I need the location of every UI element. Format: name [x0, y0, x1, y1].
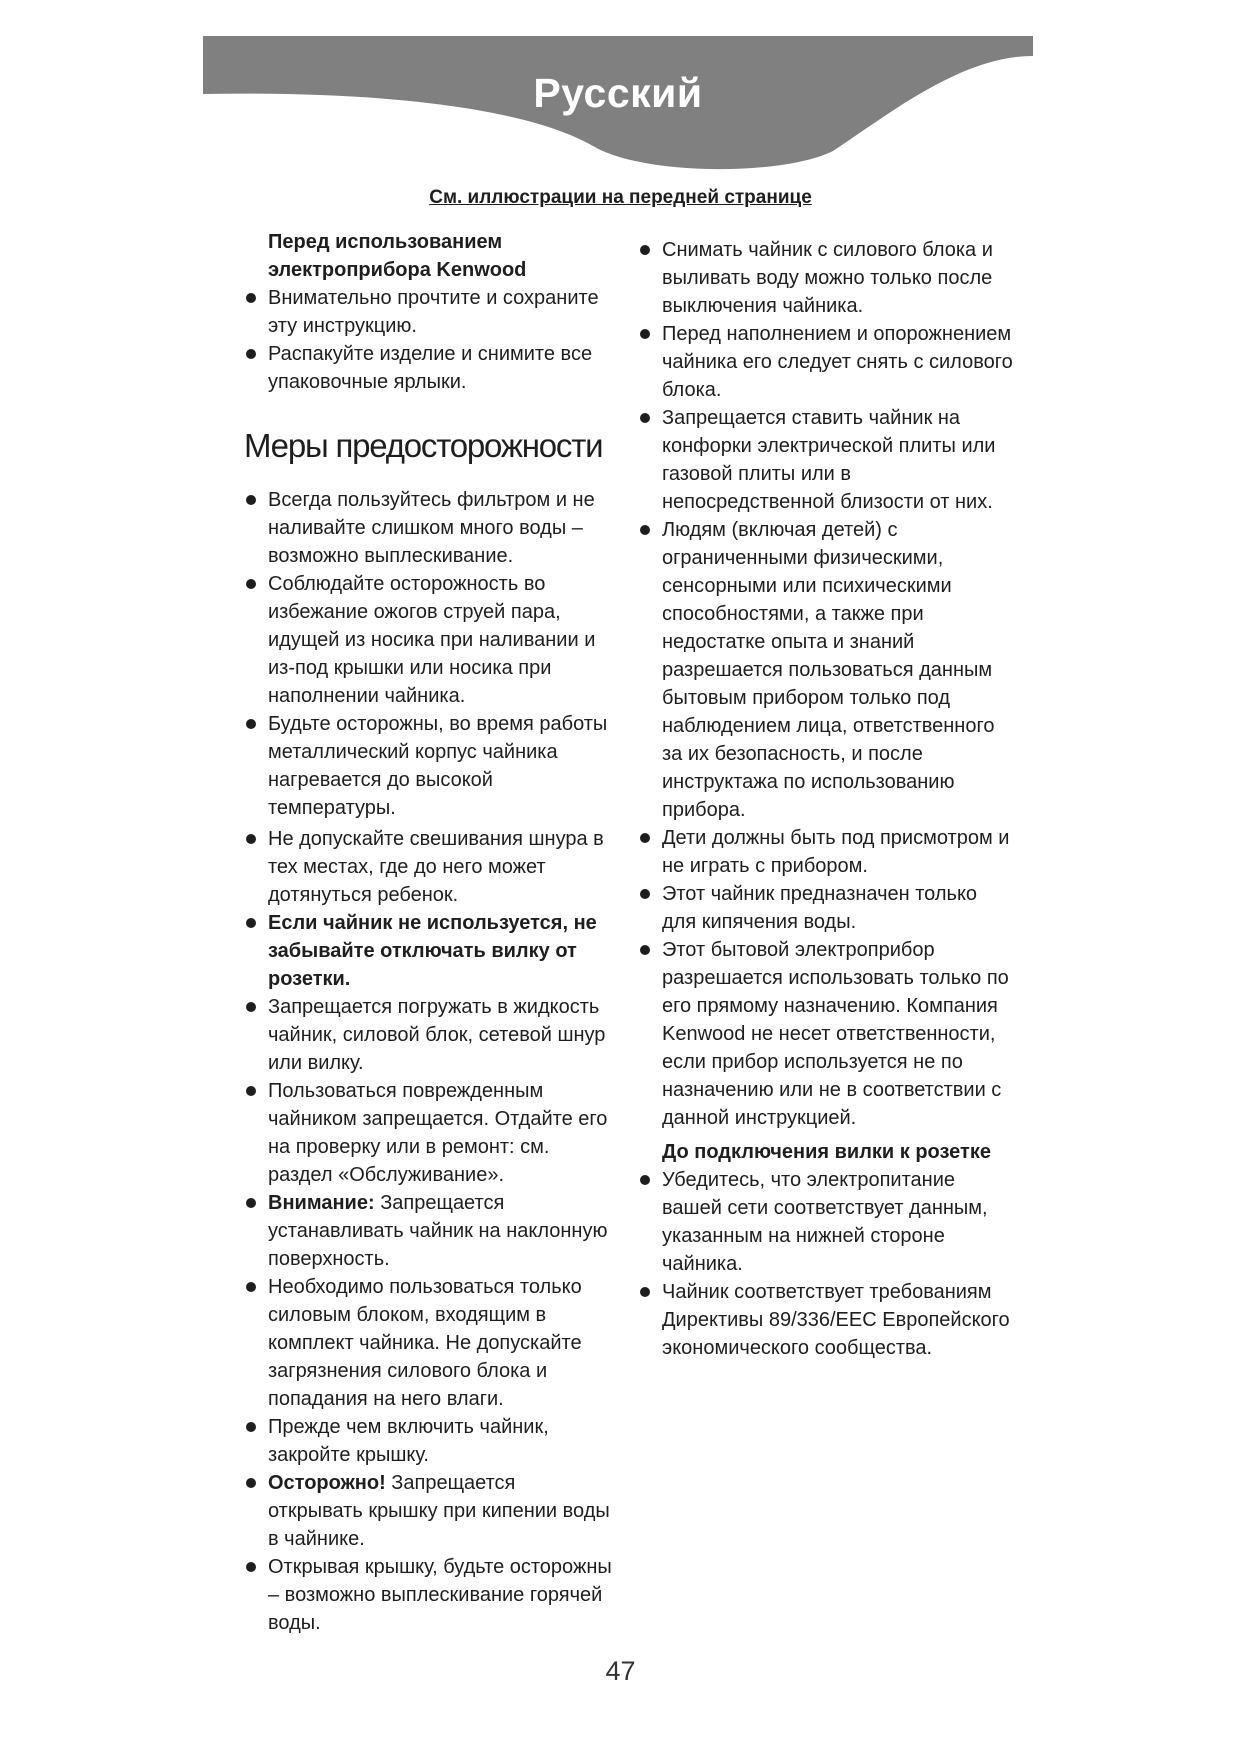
- list-item: Снимать чайник с силового блока и выливать воду можно только после выключения чайника.: [638, 236, 1013, 320]
- attention-text: Запрещается устанавливать чайник на наклонную поверхность.: [268, 1192, 608, 1270]
- list-item: [244, 1189, 614, 1273]
- list-item: [244, 1469, 614, 1553]
- list-item: Распакуйте изделие и снимите все упаковочные ярлыки.: [244, 340, 614, 396]
- before-plugging-list: [638, 1166, 1013, 1362]
- language-title: Русский: [533, 70, 703, 116]
- list-item: Запрещается погружать в жидкость чайник, силовой блок, сетевой шнур или вилку.: [244, 993, 614, 1077]
- before-use-list: [244, 284, 614, 396]
- careful-text: Запрещается открывать крышку при кипении воды в чайнике.: [268, 1472, 610, 1550]
- list-item: Будьте осторожны, во время работы металлический корпус чайника нагревается до высокой температуры.: [244, 710, 614, 822]
- list-item: Этот чайник предназначен только для кипячения воды.: [638, 880, 1013, 936]
- list-item: Пользоваться поврежденным чайником запрещается. Отдайте его на проверку или в ремонт: см. раздел «Обслуживание».: [244, 1077, 614, 1189]
- list-item: Необходимо пользоваться только силовым блоком, входящим в комплект чайника. Не допускайте загрязнения силового блока и попадания на него влаги.: [244, 1273, 614, 1413]
- language-header-band: [203, 36, 1033, 171]
- list-item: Соблюдайте осторожность во избежание ожогов струей пара, идущей из носика при наливании и из-под крышки или носика при наполнении чайника.: [244, 570, 614, 710]
- see-illustrations-note: См. иллюстрации на передней странице: [429, 187, 812, 208]
- left-column: [244, 228, 614, 1637]
- list-item: Дети должны быть под присмотром и не играть с прибором.: [638, 824, 1013, 880]
- careful-label: Осторожно!: [268, 1472, 386, 1494]
- attention-label: Внимание:: [268, 1192, 375, 1214]
- safety-section-title: Меры предосторожности: [244, 427, 603, 464]
- safety-list-continued: [638, 236, 1013, 1132]
- before-plugging-heading: До подключения вилки к розетке: [662, 1141, 991, 1163]
- list-item-bold: Если чайник не используется, не забывайте отключать вилку от розетки.: [244, 909, 614, 993]
- list-item: Перед наполнением и опорожнением чайника его следует снять с силового блока.: [638, 320, 1013, 404]
- safety-list: [244, 486, 614, 1637]
- page-number: 47: [605, 1656, 636, 1686]
- list-item: Не допускайте свешивания шнура в тех местах, где до него может дотянуться ребенок.: [244, 825, 614, 909]
- list-item: Этот бытовой электроприбор разрешается использовать только по его прямому назначению. Компания Kenwood не несет ответственности, если прибор используется не по назначению или не в соответствии с данной инструкцией.: [638, 936, 1013, 1132]
- list-item: Запрещается ставить чайник на конфорки электрической плиты или газовой плиты или в непосредственной близости от них.: [638, 404, 1013, 516]
- list-item: Прежде чем включить чайник, закройте крышку.: [244, 1413, 614, 1469]
- before-use-heading: Перед использованием электроприбора Kenwood: [268, 231, 527, 281]
- list-item: Внимательно прочтите и сохраните эту инструкцию.: [244, 284, 614, 340]
- list-item: Людям (включая детей) с ограниченными физическими, сенсорными или психическими способностями, а также при недостатке опыта и знаний разрешается пользоваться данным бытовым прибором только под наблюдением лица, ответственного за их безопасность, и после инструктажа по использованию прибора.: [638, 516, 1013, 824]
- list-item: Чайник соответствует требованиям Директивы 89/336/EEC Европейского экономического сообщества.: [638, 1278, 1013, 1362]
- right-column: [638, 236, 1013, 1362]
- list-item: Открывая крышку, будьте осторожны – возможно выплескивание горячей воды.: [244, 1553, 614, 1637]
- list-item: Убедитесь, что электропитание вашей сети соответствует данным, указанным на нижней стороне чайника.: [638, 1166, 1013, 1278]
- list-item: Всегда пользуйтесь фильтром и не наливайте слишком много воды – возможно выплескивание.: [244, 486, 614, 570]
